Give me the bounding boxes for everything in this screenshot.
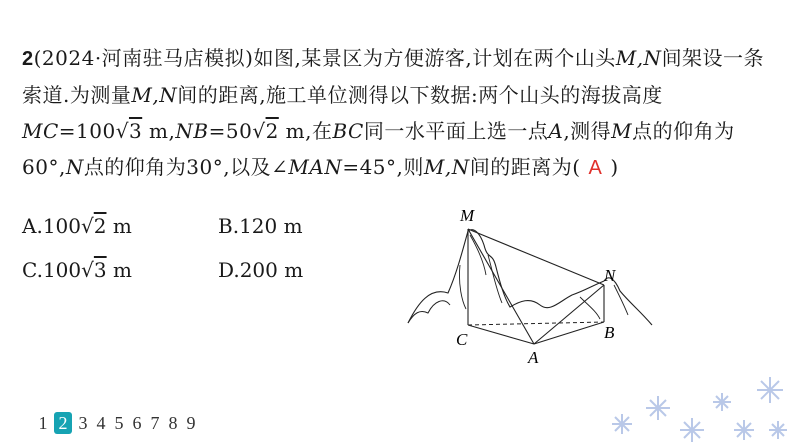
question-text-part: 同一水平面上选一点 <box>363 119 549 143</box>
label-b: B <box>604 323 615 342</box>
var-a: A <box>548 119 564 143</box>
question-text-part: 间的距离为( <box>469 155 581 179</box>
question-text-part: 如图,某景区为方便游客,计划在两个山头 <box>253 46 616 70</box>
page-7[interactable]: 7 <box>150 412 160 433</box>
option-radicand: 2 <box>93 214 107 238</box>
option-a[interactable]: A.100√2 m <box>22 214 132 238</box>
option-unit: m <box>106 214 132 238</box>
page-1[interactable]: 1 <box>38 412 48 433</box>
question-text-part: 点的仰角为30°,以及∠ <box>83 155 289 179</box>
page-3[interactable]: 3 <box>78 412 88 433</box>
var-n: N <box>65 155 84 179</box>
page-6[interactable]: 6 <box>132 412 142 433</box>
var-mn: M,N <box>615 46 662 70</box>
question-text-part: ) <box>610 155 619 179</box>
label-a: A <box>528 348 539 367</box>
option-letter: A. <box>22 214 43 238</box>
snowflake-decoration <box>594 372 794 447</box>
page-8[interactable]: 8 <box>168 412 178 433</box>
question-text-part: ,测得 <box>563 119 612 143</box>
var-mn: M,N <box>131 83 178 107</box>
label-c: C <box>456 330 468 349</box>
snowflake-icon <box>612 377 787 442</box>
option-d[interactable] <box>218 256 303 284</box>
option-c[interactable]: C.100√3 m <box>22 258 132 282</box>
option-b[interactable] <box>218 212 303 240</box>
mc-unit: m, <box>142 119 176 143</box>
page-4[interactable]: 4 <box>96 412 106 433</box>
page-2-current[interactable]: 2 <box>54 412 72 434</box>
option-value: 200 m <box>239 258 304 282</box>
option-letter: B. <box>218 214 240 238</box>
option-unit: m <box>106 258 132 282</box>
option-value: 100 <box>42 258 82 282</box>
option-radicand: 3 <box>93 258 107 282</box>
mc-value: =100 <box>58 119 116 143</box>
question-text-part: 点的仰角为60°, <box>22 119 735 179</box>
line-cb <box>468 322 604 325</box>
var-bc: BC <box>332 119 364 143</box>
option-letter: C. <box>22 258 43 282</box>
line-ab <box>534 322 604 344</box>
answer-mark: A <box>588 157 603 179</box>
mc-radicand: 3 <box>128 119 143 143</box>
var-man: MAN <box>288 155 343 179</box>
question-text-part: =45°,则 <box>342 155 424 179</box>
page-navigator <box>34 412 200 434</box>
question-number: 2 <box>22 48 34 70</box>
var-m: M <box>611 119 633 143</box>
label-m: M <box>460 206 475 225</box>
nb-radicand: 2 <box>265 119 279 143</box>
page-9[interactable]: 9 <box>186 412 196 433</box>
question-text-part: 间架设一条索道.为测量 <box>22 46 765 107</box>
option-value: 100 <box>42 214 81 238</box>
line-na <box>534 285 604 344</box>
var-mn: M,N <box>423 155 470 179</box>
question-source: (2024·河南驻马店模拟) <box>33 46 254 70</box>
question-text: 2(2024·河南驻马店模拟)如图,某景区为方便游客,计划在两个山头M,N间架设一条索道.为测量M,N间的距离,施工单位测得以下数据:两个山头的海拔高度MC=100√3 m,NB=50√2 m,在BC同一水平面上选一点A,测得M点的仰角为60°,N点的仰角为30°,以及∠MAN=45°,则M,N间的距离为( A ) <box>22 46 765 179</box>
page-5[interactable]: 5 <box>114 412 124 433</box>
nb-value: =50 <box>208 119 253 143</box>
geometry-diagram <box>400 205 660 375</box>
question-text-part: 间的距离,施工单位测得以下数据:两个山头的海拔高度 <box>177 83 663 107</box>
option-letter: D. <box>218 258 240 282</box>
line-ma <box>468 229 534 344</box>
nb-unit: m,在 <box>278 119 333 143</box>
var-nb: NB <box>175 119 209 143</box>
label-n: N <box>604 266 616 285</box>
var-mc: MC <box>22 119 59 143</box>
option-value: 120 m <box>239 214 303 238</box>
mountain-outline <box>408 230 652 325</box>
